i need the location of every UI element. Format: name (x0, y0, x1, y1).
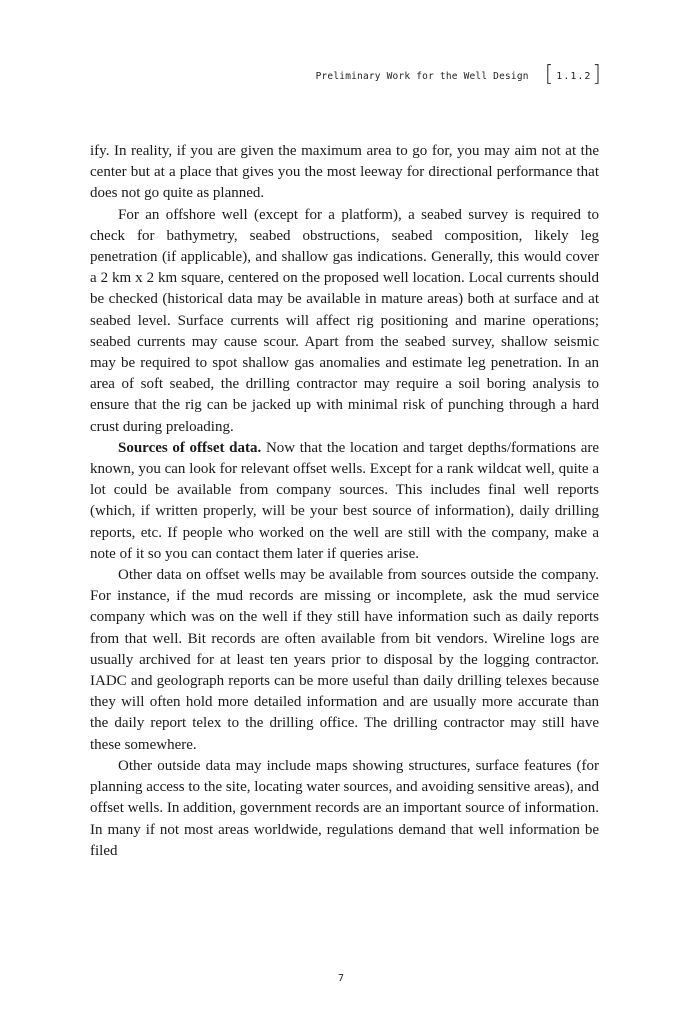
paragraph-continuation: ify. In reality, if you are given the maximum area to go for, you may aim not at the center but at a place that gives you the most leeway for directional performance that does not go quite as planned. (90, 143, 599, 202)
section-number-box (545, 64, 602, 86)
body-text (90, 141, 599, 862)
running-title: Preliminary Work for the Well Design (315, 70, 529, 82)
section-number: 1.1.2 (556, 70, 592, 82)
paragraph-offset-data-text: Now that the location and target depths/formations are known, you can look for relevant offset wells. Except for a rank wildcat well, quite a lot could be available from company sources. This includes final well reports (which, if written properly, will be your best source of information), daily drilling reports, etc. If people who worked on the well are still with the company, make a note of it so you can contact them later if queries arise. (90, 439, 600, 562)
run-in-heading: Sources of offset data. (118, 439, 262, 456)
paragraph-offset-data (90, 438, 599, 565)
page-number: 7 (337, 973, 345, 984)
paragraph-other-outside-data: Other outside data may include maps showing structures, surface features (for planning access to the site, locating water sources, and avoiding sensitive areas), and offset wells. In addition, government records are an important source of information. In many if not most areas worldwide, regulations demand that well information be filed (90, 757, 599, 859)
paragraph-outside-sources: Other data on offset wells may be available from sources outside the company. For instance, if the mud records are missing or incomplete, ask the mud service company which was on the well if they still have information such as daily reports from that well. Bit records are often available from bit vendors. Wireline logs are usually archived for at least ten years prior to disposal by the logging contractor. IADC and geolograph reports can be more useful than daily drilling telexes because they will often hold more detailed information and are usually more accurate than the daily report telex to the drilling office. The drilling contractor may still have these somewhere. (90, 567, 599, 753)
running-header (316, 64, 602, 86)
left-bracket: [ (544, 62, 555, 87)
right-bracket: ] (592, 62, 602, 87)
paragraph-seabed-survey: For an offshore well (except for a platform), a seabed survey is required to check for bathymetry, seabed obstructions, seabed composition, likely leg penetration (if applicable), and shallow gas indications. Generally, this would cover a 2 km x 2 km square, centered on the proposed well location. Local currents should be checked (historical data may be available in mature areas) both at surface and at seabed level. Surface currents will affect rig positioning and marine operations; seabed currents may cause scour. Apart from the seabed survey, shallow seismic may be required to spot shallow gas anomalies and estimate leg penetration. In an area of soft seabed, the drilling contractor may require a soil boring analysis to ensure that the rig can be jacked up with minimal risk of punching through a hard crust during preloading. (90, 206, 599, 435)
